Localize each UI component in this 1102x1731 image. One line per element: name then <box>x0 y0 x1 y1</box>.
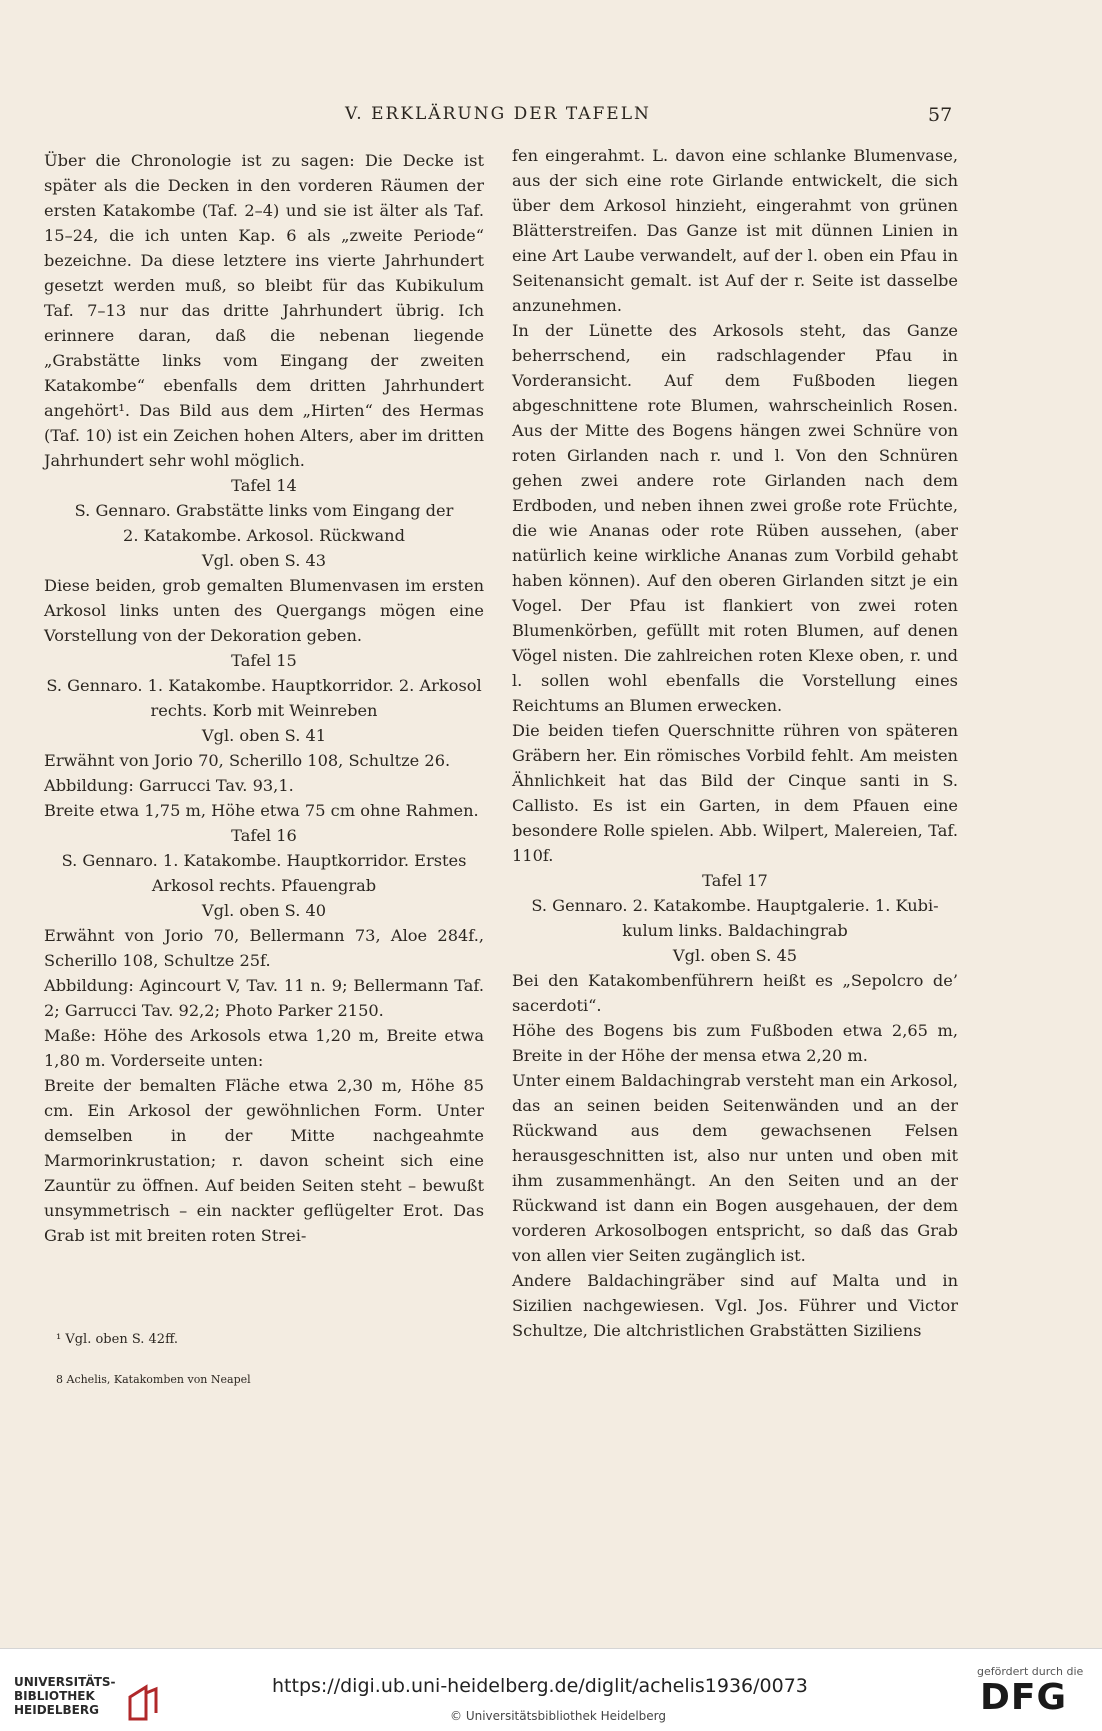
paragraph: Diese beiden, grob gemalten Blumenvasen im ersten Arkosol links unten des Quergangs mögen eine Vorstellung von der Dekoration geben. <box>44 576 484 645</box>
paragraph: Abbildung: Garrucci Tav. 93,1. <box>44 776 294 795</box>
plate-description: 2. Katakombe. Arkosol. Rückwand <box>123 526 405 545</box>
paragraph: Unter einem Baldachingrab versteht man ein Arkosol, das an seinen beiden Seitenwänden und an der Rückwand aus dem gewachsenen Felsen herausgeschnitten ist, also nur unten und oben mit ihm zusammenhängt. An den Seiten und an der Rückwand ist dann ein Bogen ausgehauen, der dem vorderen Arkosolbogen entspricht, so daß das Grab von allen vier Seiten zugänglich ist. <box>512 1071 958 1265</box>
paragraph: Höhe des Bogens bis zum Fußboden etwa 2,65 m, Breite in der Höhe der mensa etwa 2,20 m. <box>512 1021 958 1065</box>
plate-reference: Vgl. oben S. 45 <box>672 946 798 965</box>
paragraph: Erwähnt von Jorio 70, Scherillo 108, Schultze 26. <box>44 751 451 770</box>
library-emblem-icon <box>122 1683 162 1723</box>
funding-note: gefördert durch die <box>977 1665 1084 1678</box>
logo-text <box>14 1675 116 1717</box>
plate-description: rechts. Korb mit Weinreben <box>150 701 378 720</box>
paragraph: In der Lünette des Arkosols steht, das Ganze beherrschend, ein radschlagender Pfau in Vorderansicht. Auf dem Fußboden liegen abgeschnittene rote Blumen, wahrscheinlich Rosen. Aus der Mitte des Bogens hängen zwei Schnüre von roten Girlanden nach r. und l. Von den Schnüren gehen zwei andere rote Girlanden nach dem Erdboden, und neben ihnen zwei große rote Früchte, die wie Ananas oder rote Rüben aussehen, (aber natürlich keine wirkliche Ananas zum Vorbild gehabt haben können). Auf den oberen Girlanden sitzt je ein Vogel. Der Pfau ist flankiert von zwei roten Blumenkörben, gefüllt mit roten Blumen, auf denen Vögel nisten. Die zahlreichen roten Klexe oben, r. und l. sollen wohl ebenfalls die Vorstellung eines Reichtums an Blumen erwecken. <box>512 321 958 715</box>
plate-heading: Tafel 14 <box>231 476 297 495</box>
plate-description: S. Gennaro. Grabstätte links vom Eingang der <box>74 501 454 520</box>
paragraph: Abbildung: Agincourt V, Tav. 11 n. 9; Bellermann Taf. 2; Garrucci Tav. 92,2; Photo Parker 2150. <box>44 976 484 1020</box>
paragraph: Maße: Höhe des Arkosols etwa 1,20 m, Breite etwa 1,80 m. Vorderseite unten: <box>44 1026 484 1070</box>
paragraph: Die beiden tiefen Querschnitte rühren von späteren Gräbern her. Ein römisches Vorbild fehlt. Am meisten Ähnlichkeit hat das Bild der Cinque santi in S. Callisto. Es ist ein Garten, in dem Pfauen eine besondere Rolle spielen. Abb. Wilpert, Malereien, Taf. 110f. <box>512 721 958 865</box>
plate-reference: Vgl. oben S. 40 <box>201 901 327 920</box>
plate-description: Arkosol rechts. Pfauengrab <box>151 876 377 895</box>
dfg-logo[interactable]: DFG <box>980 1677 1068 1718</box>
running-title: V. ERKLÄRUNG DER TAFELN <box>345 104 651 124</box>
plate-description: S. Gennaro. 1. Katakombe. Hauptkorridor. Erstes <box>61 851 467 870</box>
logo-line: HEIDELBERG <box>14 1703 99 1717</box>
paragraph: Erwähnt von Jorio 70, Bellermann 73, Aloe 284f., Scherillo 108, Schultze 25f. <box>44 926 484 970</box>
right-column <box>512 143 958 1343</box>
plate-description: S. Gennaro. 1. Katakombe. Hauptkorridor. 2. Arkosol <box>46 676 482 695</box>
paragraph: Breite etwa 1,75 m, Höhe etwa 75 cm ohne Rahmen. <box>44 801 479 820</box>
viewer-footer <box>0 1648 1102 1731</box>
plate-reference: Vgl. oben S. 43 <box>201 551 327 570</box>
logo-line: UNIVERSITÄTS- <box>14 1675 116 1689</box>
footnote: ¹ Vgl. oben S. 42ff. <box>56 1332 178 1347</box>
printer-signature: 8 Achelis, Katakomben von Neapel <box>56 1373 251 1386</box>
logo-line: BIBLIOTHEK <box>14 1689 95 1703</box>
copyright-notice: © Universitätsbibliothek Heidelberg <box>450 1709 667 1723</box>
page-number: 57 <box>928 104 953 126</box>
paragraph: Andere Baldachingräber sind auf Malta und in Sizilien nachgewiesen. Vgl. Jos. Führer und Victor Schultze, Die altchristlichen Grabstätten Siziliens <box>512 1271 958 1340</box>
paragraph: Bei den Katakombenführern heißt es „Sepolcro de’ sacerdoti“. <box>512 971 958 1015</box>
paragraph: fen eingerahmt. L. davon eine schlanke Blumenvase, aus der sich eine rote Girlande entwickelt, die sich über dem Arkosol hinzieht, eingerahmt von grünen Blätterstreifen. Das Ganze ist mit dünnen Linien in eine Art Laube verwandelt, auf der l. oben ein Pfau in Seitenansicht gemalt. ist Auf der r. Seite ist dasselbe anzunehmen. <box>512 146 958 315</box>
plate-description: S. Gennaro. 2. Katakombe. Hauptgalerie. 1. Kubi- <box>531 896 939 915</box>
library-logo[interactable] <box>14 1675 164 1721</box>
plate-heading: Tafel 15 <box>231 651 297 670</box>
left-column <box>44 148 484 1248</box>
plate-heading: Tafel 16 <box>231 826 297 845</box>
paragraph: Über die Chronologie ist zu sagen: Die Decke ist später als die Decken in den vorderen Räumen der ersten Katakombe (Taf. 2–4) und sie ist älter als Taf. 15–24, die ich unten Kap. 6 als „zweite Periode“ bezeichne. Da diese letztere ins vierte Jahrhundert gesetzt werden muß, so bleibt für das Kubikulum Taf. 7–13 nur das dritte Jahrhundert übrig. Ich erinnere daran, daß die nebenan liegende „Grabstätte links vom Eingang der zweiten Katakombe“ ebenfalls dem dritten Jahrhundert angehört¹. Das Bild aus dem „Hirten“ des Hermas (Taf. 10) ist ein Zeichen hohen Alters, aber im dritten Jahrhundert sehr wohl möglich. <box>44 151 484 470</box>
plate-description: kulum links. Baldachingrab <box>622 921 848 940</box>
permalink-url[interactable]: https://digi.ub.uni-heidelberg.de/diglit/achelis1936/0073 <box>272 1675 808 1697</box>
plate-heading: Tafel 17 <box>702 871 768 890</box>
plate-reference: Vgl. oben S. 41 <box>201 726 327 745</box>
paragraph: Breite der bemalten Fläche etwa 2,30 m, Höhe 85 cm. Ein Arkosol der gewöhnlichen Form. Unter demselben in der Mitte nachgeahmte Marmorinkrustation; r. davon scheint sich eine Zauntür zu öffnen. Auf beiden Seiten steht – bewußt unsymmetrisch – ein nackter geflügelter Erot. Das Grab ist mit breiten roten Strei- <box>44 1076 484 1245</box>
